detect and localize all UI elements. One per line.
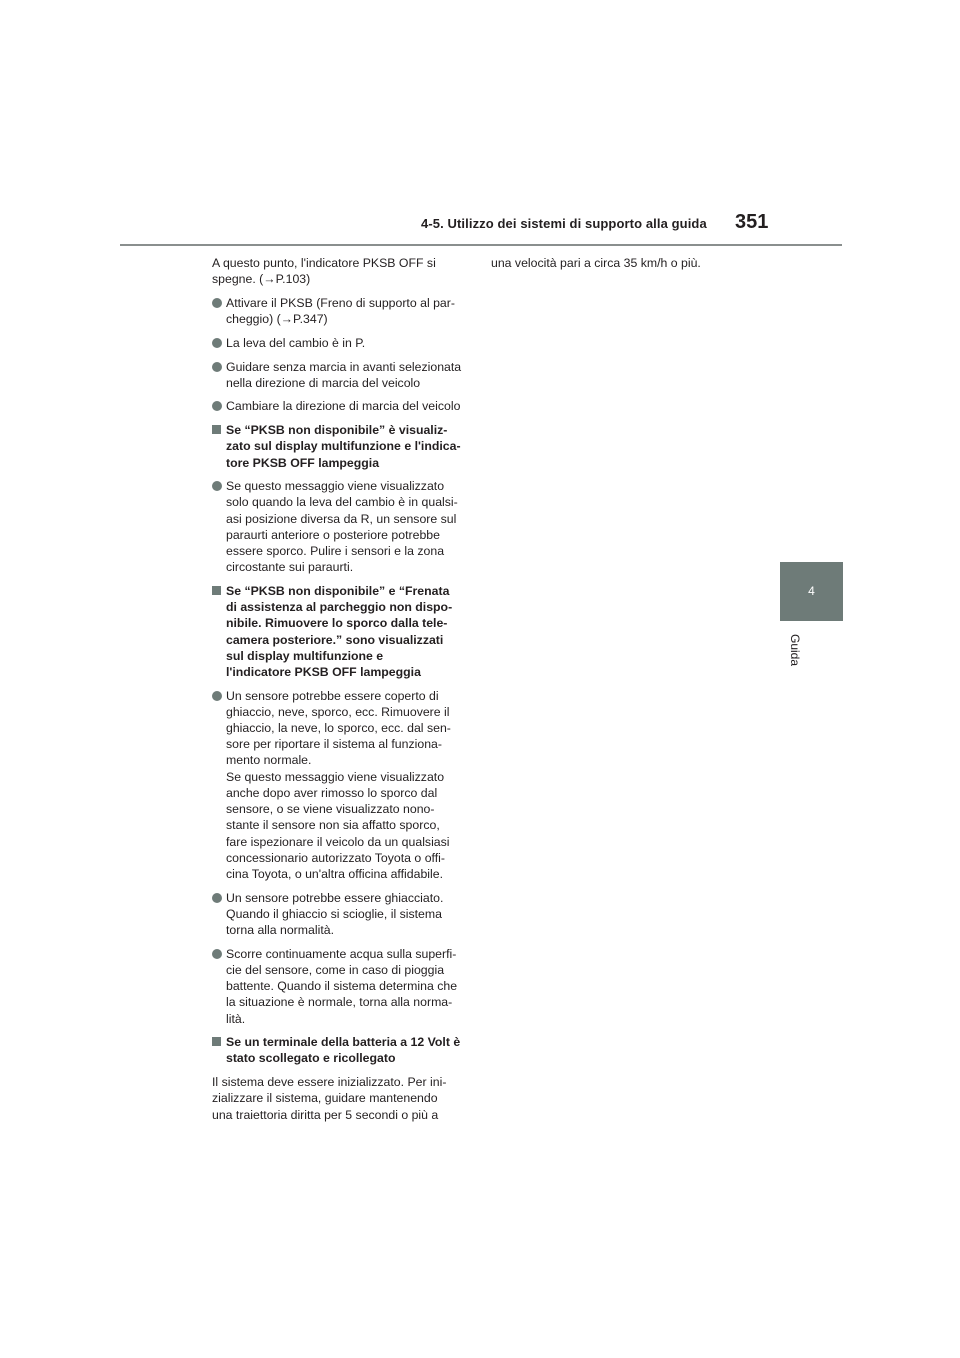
heading-line: l'indicatore PKSB OFF lampeggia <box>226 664 421 679</box>
text-line: Un sensore potrebbe essere coperto di <box>226 688 439 703</box>
heading-line: Se “PKSB non disponibile” è visualiz- <box>226 423 448 438</box>
text-line: una traiettoria diritta per 5 secondi o più a <box>212 1107 439 1122</box>
text-line: cheggio) (→P.347) <box>226 312 328 327</box>
text-line: zializzare il sistema, guidare mantenendo <box>212 1091 438 1106</box>
heading-square-icon <box>212 425 221 434</box>
text-line: asi posizione diversa da R, un sensore sul <box>226 511 457 526</box>
heading-line: zato sul display multifunzione e l'indica- <box>226 439 461 454</box>
text-line: fare ispezionare il veicolo da un qualsiasi <box>226 834 450 849</box>
text-line: sensore, o se viene visualizzato nono- <box>226 802 435 817</box>
heading-line: Se “PKSB non disponibile” e “Frenata <box>226 583 450 598</box>
text-line: sore per riportare il sistema al funziona- <box>226 737 442 752</box>
heading-line: tore PKSB OFF lampeggia <box>226 455 380 470</box>
heading-square-icon <box>212 586 221 595</box>
heading-line: Se un terminale della batteria a 12 Volt è <box>226 1035 461 1050</box>
heading-line: di assistenza al parcheggio non dispo- <box>226 600 453 615</box>
text-line: circostante sui paraurti. <box>226 560 354 575</box>
left-column <box>212 255 474 1130</box>
right-column <box>491 255 753 279</box>
text-line: Se questo messaggio viene visualizzato <box>226 479 445 494</box>
text-line: ghiaccio, neve, sporco, ecc. Rimuovere il <box>226 704 450 719</box>
bullet-circle-icon <box>212 691 222 701</box>
text-line: spegne. (→P.103) <box>212 272 311 287</box>
text-line: stante il sensore non sia affatto sporco, <box>226 818 440 833</box>
bullet-circle-icon <box>212 481 222 491</box>
text-line: A questo punto, l'indicatore PKSB OFF si <box>212 256 436 270</box>
heading-line: camera posteriore.” sono visualizzati <box>226 632 444 647</box>
page-number: 351 <box>735 211 769 233</box>
text-line: lità. <box>226 1011 246 1026</box>
bullet-item <box>212 359 474 391</box>
text-line: Quando il ghiaccio si scioglie, il sistema <box>226 906 442 921</box>
text-line: Se questo messaggio viene visualizzato <box>226 769 445 784</box>
text-line: Guidare senza marcia in avanti selezionata <box>226 359 462 374</box>
text-line: battente. Quando il sistema determina che <box>226 979 458 994</box>
text-line: anche dopo aver rimosso lo sporco dal <box>226 785 438 800</box>
text-line: Cambiare la direzione di marcia del veicolo <box>226 399 461 414</box>
text-line: Scorre continuamente acqua sulla superfi- <box>226 946 457 961</box>
bullet-circle-icon <box>212 362 222 372</box>
text-line: La leva del cambio è in P. <box>226 335 366 350</box>
bullet-circle-icon <box>212 401 222 411</box>
bullet-item <box>212 890 474 939</box>
text-line: ghiaccio, la neve, lo sporco, ecc. dal sen- <box>226 721 451 736</box>
bullet-circle-icon <box>212 949 222 959</box>
bullet-item <box>212 398 474 414</box>
header-divider <box>120 244 842 246</box>
outro-paragraph <box>212 1074 474 1123</box>
text-line: cie del sensore, come in caso di pioggia <box>226 962 445 977</box>
text-line: essere sporco. Pulire i sensori e la zona <box>226 544 445 559</box>
heading-line: stato scollegato e ricollegato <box>226 1051 396 1066</box>
bullet-item <box>212 478 474 575</box>
text-line: Attivare il PKSB (Freno di supporto al par- <box>226 295 455 310</box>
bullet-circle-icon <box>212 298 222 308</box>
section-heading <box>212 583 474 680</box>
text-line: mento normale. <box>226 753 312 768</box>
text-line: la situazione è normale, torna alla norma- <box>226 995 453 1010</box>
heading-square-icon <box>212 1037 221 1046</box>
text-line: paraurti anteriore o posteriore potrebbe <box>226 527 440 542</box>
intro-paragraph <box>212 255 474 287</box>
chapter-label: Guida <box>788 634 802 667</box>
text-line: Il sistema deve essere inizializzato. Per ini- <box>212 1075 447 1090</box>
text-line: concessionario autorizzato Toyota o offi- <box>226 850 445 865</box>
continuation-paragraph <box>491 255 753 271</box>
text-line: solo quando la leva del cambio è in qualsi- <box>226 495 458 510</box>
text-line: cina Toyota, o un'altra officina affidabile. <box>226 866 444 881</box>
bullet-item <box>212 946 474 1027</box>
bullet-item <box>212 295 474 327</box>
text-line: nella direzione di marcia del veicolo <box>226 375 421 390</box>
section-title: 4-5. Utilizzo dei sistemi di supporto alla guida <box>421 216 707 231</box>
chapter-tab[interactable]: 4 <box>780 562 843 621</box>
section-heading <box>212 422 474 471</box>
text-line: Un sensore potrebbe essere ghiacciato. <box>226 890 444 905</box>
bullet-circle-icon <box>212 893 222 903</box>
heading-line: sul display multifunzione e <box>226 648 384 663</box>
text-line: una velocità pari a circa 35 km/h o più. <box>491 256 701 270</box>
section-heading <box>212 1034 474 1066</box>
bullet-circle-icon <box>212 338 222 348</box>
text-line: torna alla normalità. <box>226 923 334 938</box>
bullet-item <box>212 335 474 351</box>
bullet-item <box>212 688 474 882</box>
heading-line: nibile. Rimuovere lo sporco dalla tele- <box>226 616 448 631</box>
